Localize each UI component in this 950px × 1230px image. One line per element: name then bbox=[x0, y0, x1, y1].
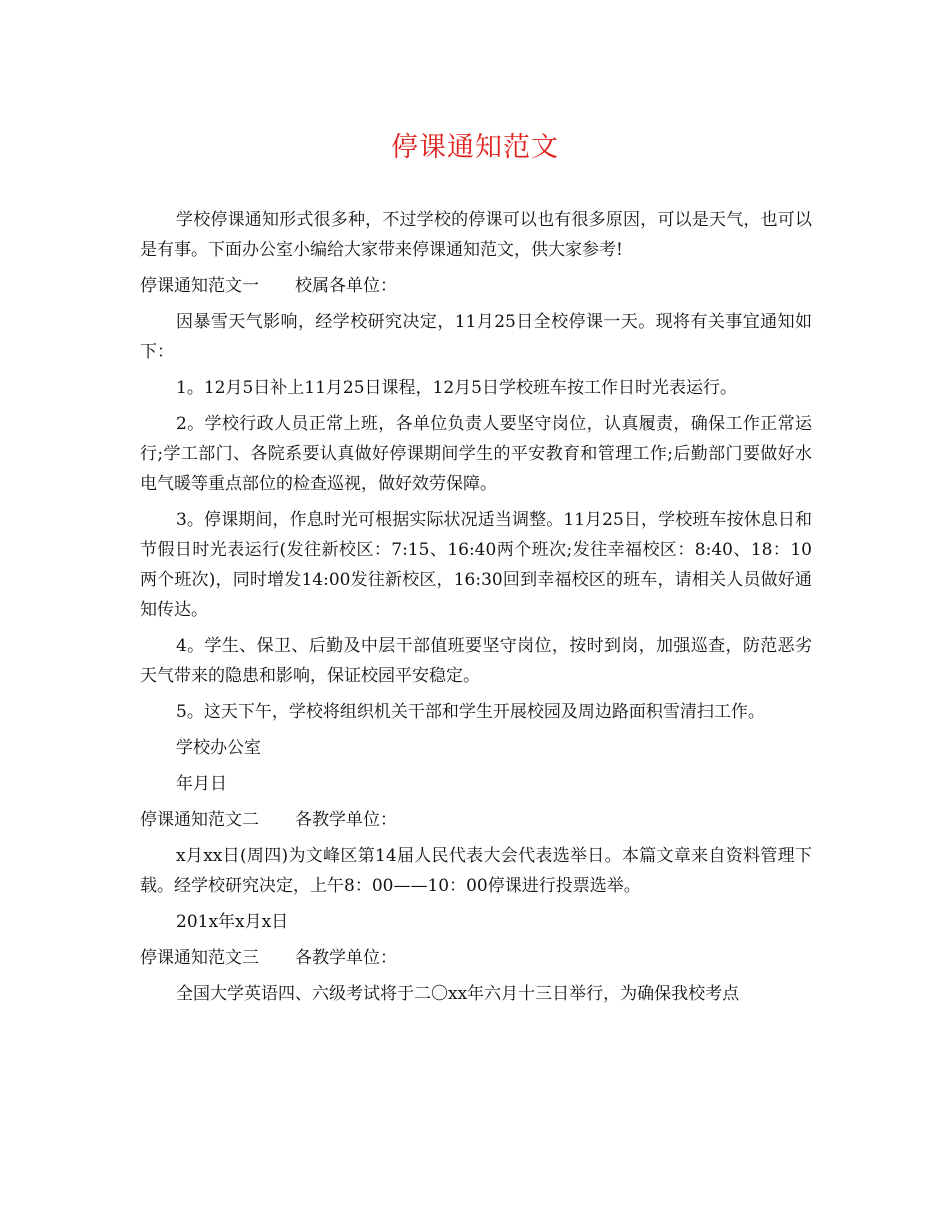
document-title: 停课通知范文 bbox=[391, 132, 559, 163]
sample1-item-1: 1。12月5日补上11月25日课程，12月5日学校班车按工作日时光表运行。 bbox=[176, 378, 737, 398]
sample3-body: 全国大学英语四、六级考试将于二〇xx年六月十三日举行，为确保我校考点 bbox=[176, 984, 740, 1004]
sample2-recipient: 各教学单位： bbox=[295, 810, 397, 830]
sample1-item-3: 3。停课期间，作息时光可根据实际状况适当调整。11月25日，学校班车按休息日和节假日时光表运行(发往新校区：7:15、16:40两个班次;发往幸福校区：8:40、18：10两个班次)，同时增发14:00发往新校区，16:30回到幸福校区的班车，请相关人员做好通知传达。 bbox=[140, 510, 812, 620]
sample1-item-4: 4。学生、保卫、后勤及中层干部值班要坚守岗位，按时到岗，加强巡查，防范恶劣天气带来的隐患和影响，保证校园平安稳定。 bbox=[140, 636, 812, 686]
sample1-opening: 因暴雪天气影响，经学校研究决定，11月25日全校停课一天。现将有关事宜通知如下： bbox=[140, 312, 812, 362]
intro-paragraph: 学校停课通知形式很多种，不过学校的停课可以也有很多原因，可以是天气，也可以是有事。下面办公室小编给大家带来停课通知范文，供大家参考! bbox=[140, 210, 812, 260]
sample2-heading-line bbox=[140, 805, 812, 835]
sample1-recipient: 校属各单位： bbox=[295, 276, 397, 296]
sample1-item-2: 2。学校行政人员正常上班，各单位负责人要坚守岗位，认真履责，确保工作正常运行;学工部门、各院系要认真做好停课期间学生的平安教育和管理工作;后勤部门要做好水电气暖等重点部位的检查巡视，做好效劳保障。 bbox=[140, 414, 812, 494]
sample1-signature: 学校办公室 bbox=[176, 738, 261, 758]
sample3-recipient: 各教学单位： bbox=[295, 948, 397, 968]
sample1-item-5: 5。这天下午，学校将组织机关干部和学生开展校园及周边路面积雪清扫工作。 bbox=[176, 702, 765, 722]
sample2-date: 201x年x月x日 bbox=[176, 912, 289, 932]
sample2-body: x月xx日(周四)为文峰区第14届人民代表大会代表选举日。本篇文章来自资料管理下载。经学校研究决定，上午8：00——10：00停课进行投票选举。 bbox=[140, 846, 812, 896]
sample3-heading-line bbox=[140, 943, 812, 973]
sample1-date: 年月日 bbox=[176, 774, 227, 794]
document-body bbox=[140, 205, 812, 1015]
sample1-heading-line bbox=[140, 271, 812, 301]
sample2-heading: 停课通知范文二 bbox=[140, 810, 259, 830]
sample1-heading: 停课通知范文一 bbox=[140, 276, 259, 296]
sample3-heading: 停课通知范文三 bbox=[140, 948, 259, 968]
